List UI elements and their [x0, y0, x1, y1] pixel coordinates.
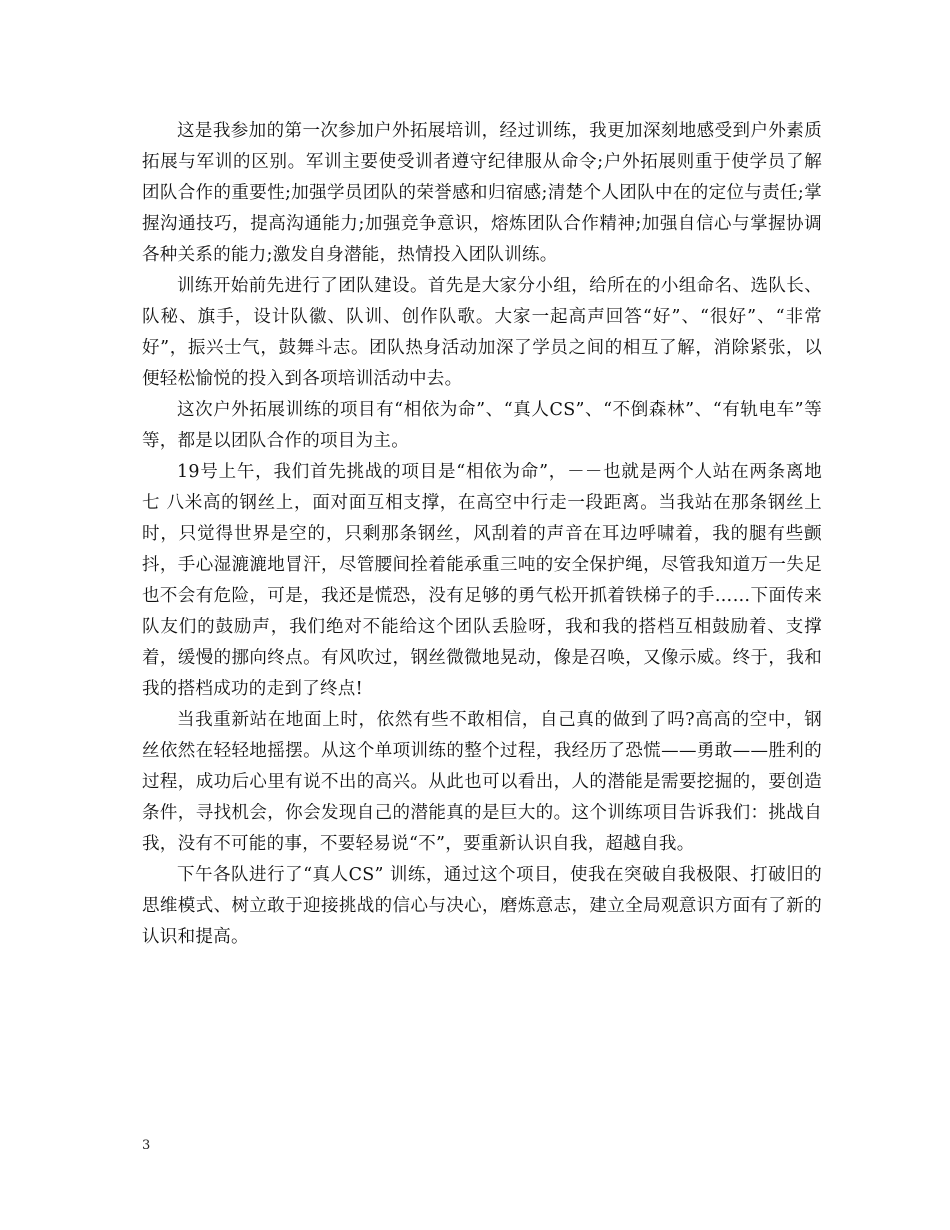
- paragraph-reflection: 当我重新站在地面上时，依然有些不敢相信，自己真的做到了吗?高高的空中，钢丝依然在轻轻地摇摆。从这个单项训练的整个过程，我经历了恐慌——勇敢——胜利的过程，成功后心里有说不出的高兴。从此也可以看出，人的潜能是需要挖掘的，要创造条件，寻找机会，你会发现自己的潜能真的是巨大的。这个训练项目告诉我们：挑战自我，没有不可能的事，不要轻易说“不”，要重新认识自我，超越自我。: [142, 710, 822, 854]
- paragraph-intro: 这是我参加的第一次参加户外拓展培训，经过训练，我更加深刻地感受到户外素质拓展与军训的区别。军训主要使受训者遵守纪律服从命令;户外拓展则重于使学员了解团队合作的重要性;加强学员团队的荣誉感和归宿感;清楚个人团队中在的定位与责任;掌握沟通技巧，提高沟通能力;加强竞争意识，熔炼团队合作精神;加强自信心与掌握协调各种关系的能力;激发自身潜能，热情投入团队训练。: [142, 121, 822, 265]
- paragraph-projects: 这次户外拓展训练的项目有“相依为命”、“真人CS”、“不倒森林”、“有轨电车”等等，都是以团队合作的项目为主。: [142, 400, 822, 451]
- paragraph-team-building: 训练开始前先进行了团队建设。首先是大家分小组，给所在的小组命名、选队长、队秘、旗手，设计队徽、队训、创作队歌。大家一起高声回答“好”、“很好”、“非常好”，振兴士气，鼓舞斗志。团队热身活动加深了学员之间的相互了解，消除紧张，以便轻松愉悦的投入到各项培训活动中去。: [142, 276, 822, 389]
- paragraph-cs-training: 下午各队进行了“真人CS” 训练，通过这个项目，使我在突破自我极限、打破旧的思维模式、树立敢于迎接挑战的信心与决心，磨炼意志，建立全局观意识方面有了新的认识和提高。: [142, 865, 822, 947]
- page-number: 3: [142, 1138, 151, 1153]
- document-body: [142, 116, 822, 953]
- paragraph-wire-walk: 19号上午，我们首先挑战的项目是“相依为命”，－－也就是两个人站在两条离地七 八米高的钢丝上，面对面互相支撑，在高空中行走一段距离。当我站在那条钢丝上时，只觉得世界是空的，只剩那条钢丝，风刮着的声音在耳边呼啸着，我的腿有些颤抖，手心湿漉漉地冒汗，尽管腰间拴着能承重三吨的安全保护绳，尽管我知道万一失足也不会有危险，可是，我还是慌恐，没有足够的勇气松开抓着铁梯子的手……下面传来队友们的鼓励声，我们绝对不能给这个团队丢脸呀，我和我的搭档互相鼓励着、支撑着，缓慢的挪向终点。有风吹过，钢丝微微地晃动，像是召唤，又像示威。终于，我和我的搭档成功的走到了终点!: [142, 462, 822, 699]
